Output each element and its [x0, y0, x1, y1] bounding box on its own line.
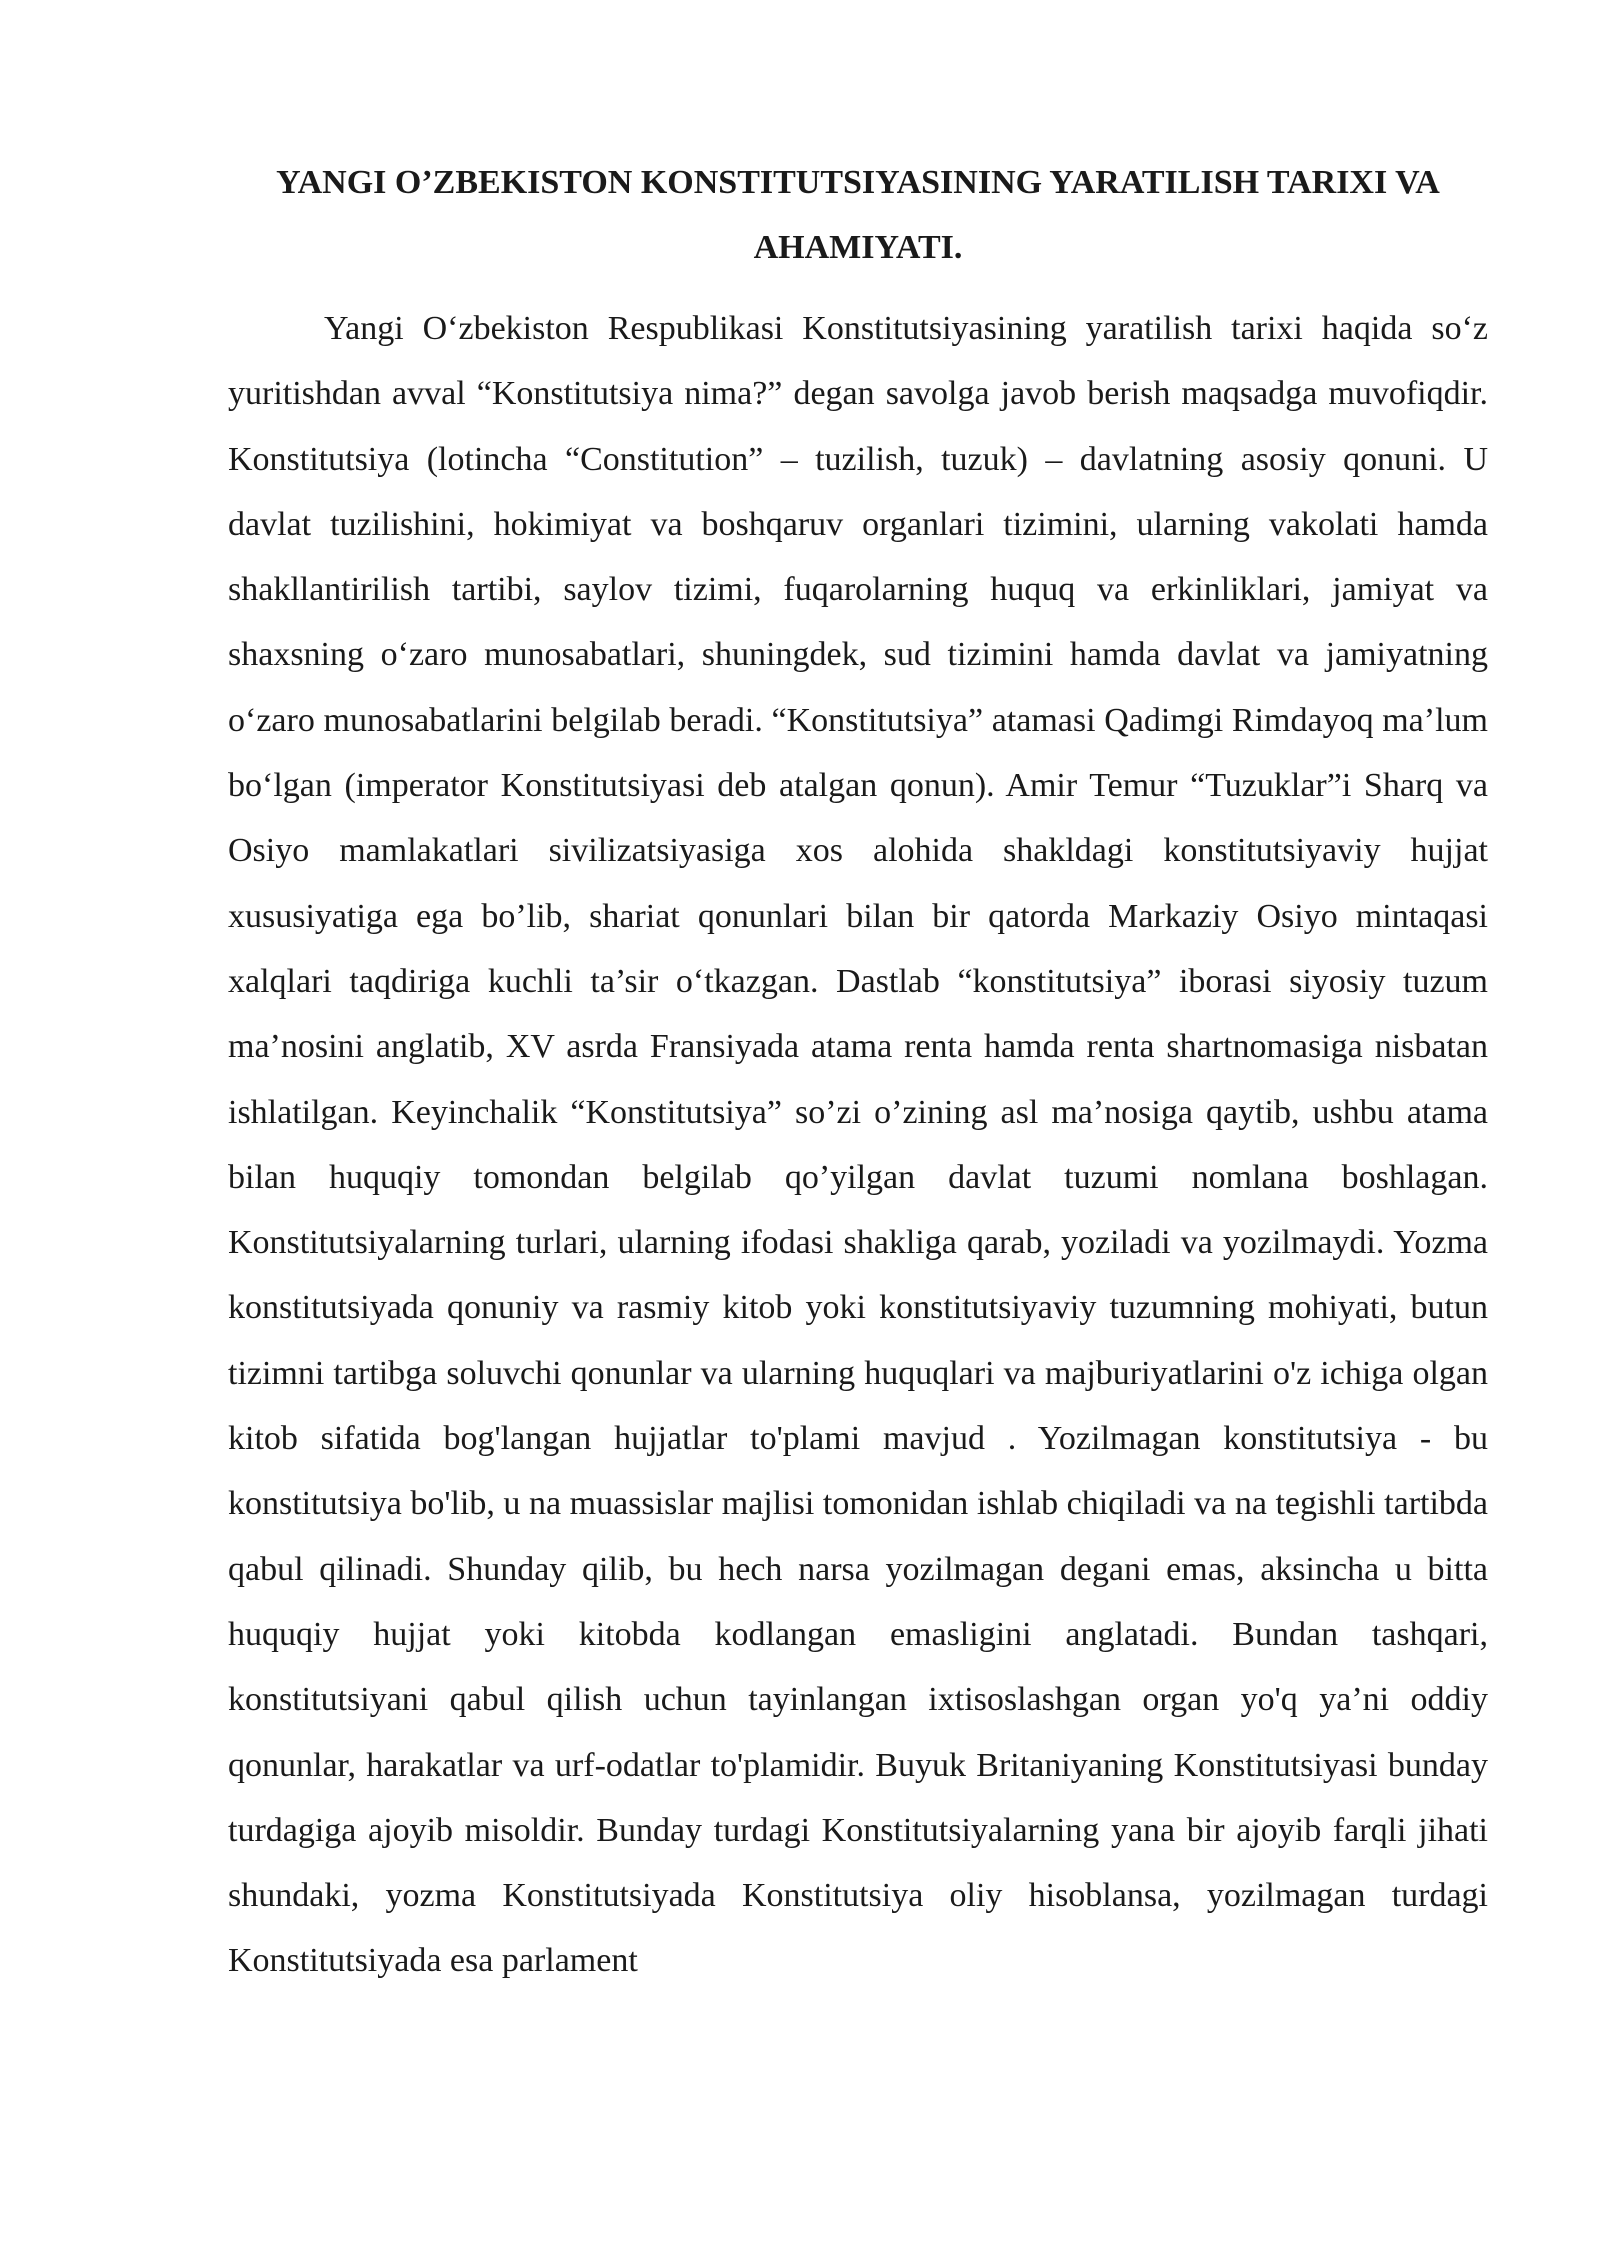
document-title: YANGI O’ZBEKISTON KONSTITUTSIYASINING YARATILISH TARIXI VA AHAMIYATI.: [276, 164, 1440, 266]
body-paragraph: Yangi O‘zbekiston Respublikasi Konstitutsiyasining yaratilish tarixi haqida so‘z yuritishdan avval “Konstitutsiya nima?” degan savolga javob berish maqsadga muvofiqdir. Konstitutsiya (lotincha “Constitution” – tuzilish, tuzuk) – davlatning asosiy qonuni. U davlat tuzilishini, hokimiyat va boshqaruv organlari tizimini, ularning vakolati hamda shakllantirilish tartibi, saylov tizimi, fuqarolarning huquq va erkinliklari, jamiyat va shaxsning o‘zaro munosabatlari, shuningdek, sud tizimini hamda davlat va jamiyatning o‘zaro munosabatlarini belgilab beradi. “Konstitutsiya” atamasi Qadimgi Rimdayoq ma’lum bo‘lgan (imperator Konstitutsiyasi deb atalgan qonun). Amir Temur “Tuzuklar”i Sharq va Osiyo mamlakatlari sivilizatsiyasiga xos alohida shakldagi konstitutsiyaviy hujjat xususiyatiga ega bo’lib, shariat qonunlari bilan bir qatorda Markaziy Osiyo mintaqasi xalqlari taqdiriga kuchli ta’sir o‘tkazgan. Dastlab “konstitutsiya” iborasi siyosiy tuzum ma’nosini anglatib, XV asrda Fransiyada atama renta hamda renta shartnomasiga nisbatan ishlatilgan. Keyinchalik “Konstitutsiya” so’zi o’zining asl ma’nosiga qaytib, ushbu atama bilan huquqiy tomondan belgilab qo’yilgan davlat tuzumi nomlana boshlagan. Konstitutsiyalarning turlari, ularning ifodasi shakliga qarab, yoziladi va yozilmaydi. Yozma konstitutsiyada qonuniy va rasmiy kitob yoki konstitutsiyaviy tuzumning mohiyati, butun tizimni tartibga soluvchi qonunlar va ularning huquqlari va majburiyatlarini o'z ichiga olgan kitob sifatida bog'langan hujjatlar to'plami mavjud . Yozilmagan konstitutsiya - bu konstitutsiya bo'lib, u na muassislar majlisi tomonidan ishlab chiqiladi va na tegishli tartibda qabul qilinadi. Shunday qilib, bu hech narsa yozilmagan degani emas, aksincha u bitta huquqiy hujjat yoki kitobda kodlangan emasligini anglatadi. Bundan tashqari, konstitutsiyani qabul qilish uchun tayinlangan ixtisoslashgan organ yo'q ya’ni oddiy qonunlar, harakatlar va urf-odatlar to'plamidir. Buyuk Britaniyaning Konstitutsiyasi bunday turdagiga ajoyib misoldir. Bunday turdagi Konstitutsiyalarning yana bir ajoyib farqli jihati shundaki, yozma Konstitutsiyada Konstitutsiya oliy hisoblansa, yozilmagan turdagi Konstitutsiyada esa parlament: [228, 310, 1488, 1980]
